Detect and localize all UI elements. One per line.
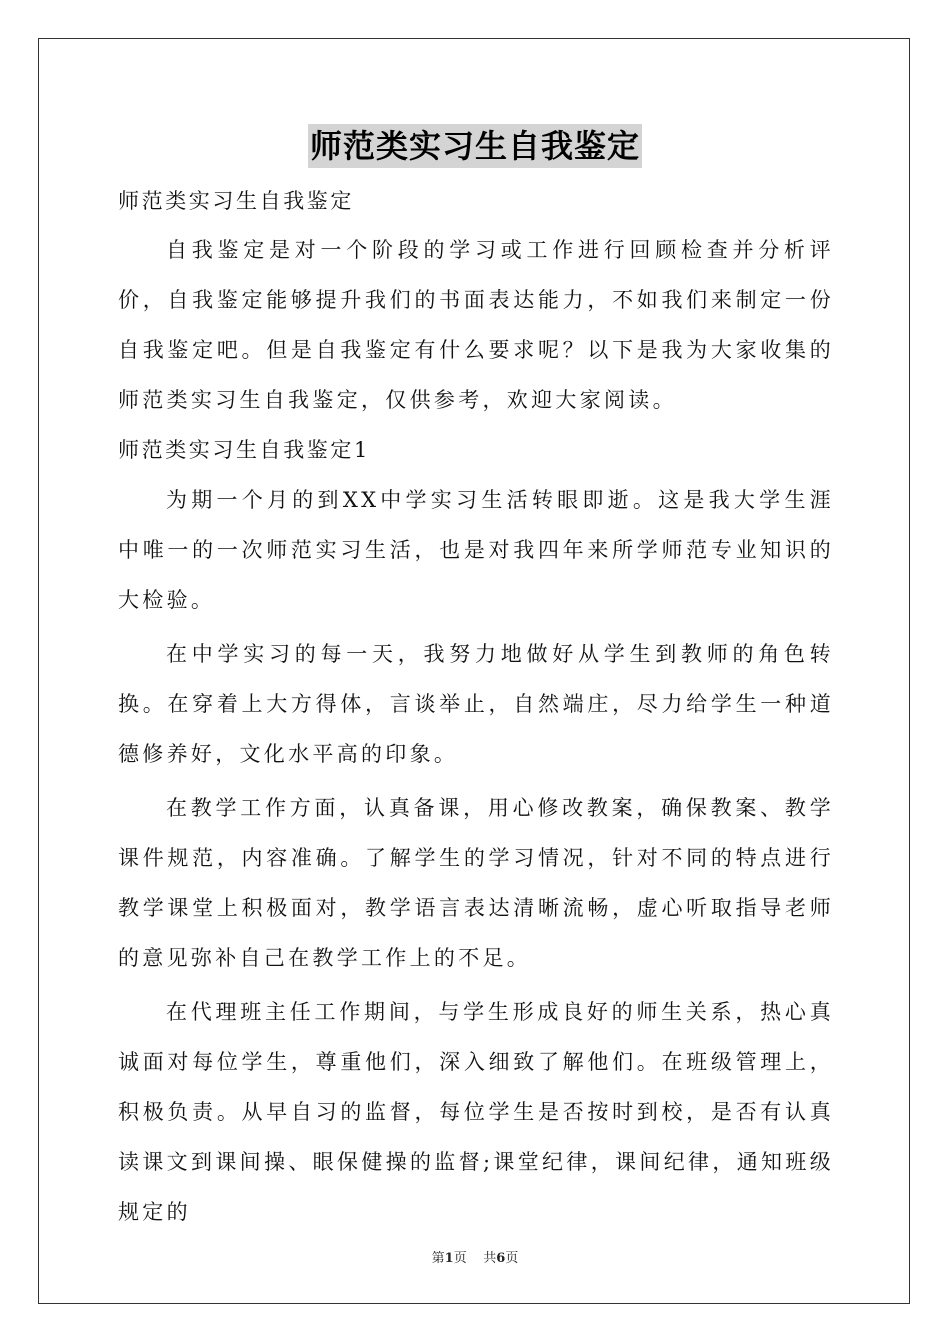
body-paragraph: 为期一个月的到XX中学实习生活转眼即逝。这是我大学生涯中唯一的一次师范实习生活，也是对我四年来所学师范专业知识的大检验。 (118, 488, 834, 612)
total-suffix: 页 (505, 1251, 519, 1266)
total-prefix: 共 (483, 1251, 497, 1266)
page-suffix: 页 (453, 1251, 467, 1266)
page-footer (0, 1247, 950, 1266)
body-paragraph: 在中学实习的每一天，我努力地做好从学生到教师的角色转换。在穿着上大方得体，言谈举止，自然端庄，尽力给学生一种道德修养好，文化水平高的印象。 (118, 642, 834, 766)
document-subtitle: 师范类实习生自我鉴定 (118, 189, 354, 213)
document-body (118, 179, 834, 1237)
title-container (0, 124, 950, 168)
total-pages: 6 (496, 1251, 506, 1266)
document-title: 师范类实习生自我鉴定 (308, 124, 642, 168)
intro-paragraph: 自我鉴定是对一个阶段的学习或工作进行回顾检查并分析评价，自我鉴定能够提升我们的书面表达能力，不如我们来制定一份自我鉴定吧。但是自我鉴定有什么要求呢？以下是我为大家收集的师范类实习生自我鉴定，仅供参考，欢迎大家阅读。 (118, 237, 834, 412)
page-number: 1 (444, 1251, 454, 1266)
body-paragraph: 在代理班主任工作期间，与学生形成良好的师生关系，热心真诚面对每位学生，尊重他们，深入细致了解他们。在班级管理上，积极负责。从早自习的监督，每位学生是否按时到校，是否有认真读课文到课间操、眼保健操的监督;课堂纪律，课间纪律，通知班级规定的 (118, 1000, 834, 1224)
page-prefix: 第 (431, 1251, 445, 1266)
body-paragraph: 在教学工作方面，认真备课，用心修改教案，确保教案、教学课件规范，内容准确。了解学生的学习情况，针对不同的特点进行教学课堂上积极面对，教学语言表达清晰流畅，虚心听取指导老师的意见弥补自己在教学工作上的不足。 (118, 796, 834, 970)
section-heading: 师范类实习生自我鉴定1 (118, 437, 370, 462)
